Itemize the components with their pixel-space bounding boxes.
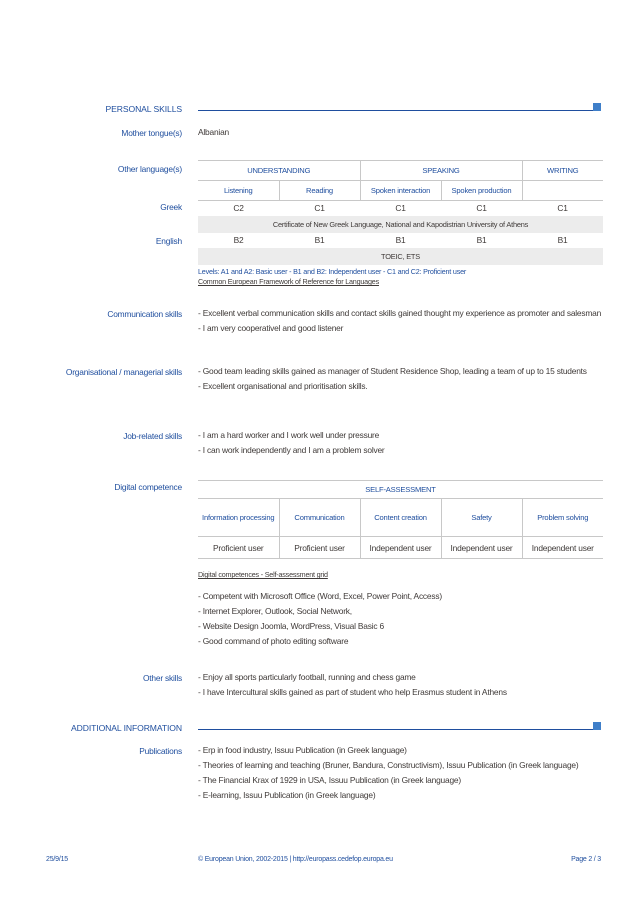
list-item: - I am a hard worker and I work well under pressure xyxy=(198,430,380,440)
digital-level: Proficient user xyxy=(279,537,360,559)
list-item: - Good team leading skills gained as manager of Student Residence Shop, leading a team of up to 15 students xyxy=(198,366,587,376)
mother-tongue-label: Mother tongue(s) xyxy=(121,128,182,138)
certificate-english: TOEIC, ETS xyxy=(198,248,603,265)
list-item: - E-learning, Issuu Publication (in Greek language) xyxy=(198,790,376,800)
level-cell: B1 xyxy=(395,235,406,245)
level-cell: C1 xyxy=(476,203,487,214)
section-title-additional-information: ADDITIONAL INFORMATION xyxy=(71,723,182,733)
language-name-english: English xyxy=(155,236,182,246)
digital-level: Proficient user xyxy=(198,537,279,559)
level-cell: C1 xyxy=(557,203,568,214)
subheader-listening: Listening xyxy=(198,181,279,201)
self-assessment-header: SELF-ASSESSMENT xyxy=(198,481,603,499)
publications-label: Publications xyxy=(139,746,182,756)
language-row-greek xyxy=(198,201,603,216)
list-item: - I am very cooperativel and good listener xyxy=(198,323,344,333)
list-item: - Enjoy all sports particularly football, running and chess game xyxy=(198,672,416,682)
section-divider-line xyxy=(198,110,594,111)
level-cell: C2 xyxy=(233,203,244,214)
digital-category: Information processing xyxy=(198,499,279,537)
digital-category: Communication xyxy=(279,499,360,537)
subheader-spoken-interaction: Spoken interaction xyxy=(360,181,441,201)
list-item: - Competent with Microsoft Office (Word, Excel, Power Point, Access) xyxy=(198,591,442,601)
list-item: - Good command of photo editing software xyxy=(198,636,349,646)
level-cell: B2 xyxy=(233,235,244,245)
other-skills-text xyxy=(198,672,603,702)
organisational-skills-text xyxy=(198,366,603,396)
digital-grid-link[interactable]: Digital competences - Self-assessment grid xyxy=(198,570,328,579)
organisational-skills-label: Organisational / managerial skills xyxy=(65,367,182,377)
footer-copyright[interactable]: © European Union, 2002-2015 | http://europass.cedefop.europa.eu xyxy=(198,856,393,863)
communication-skills-text xyxy=(198,308,603,338)
job-related-skills-label: Job-related skills xyxy=(123,431,182,441)
digital-level: Independent user xyxy=(360,537,441,559)
cefr-link[interactable]: Common European Framework of Reference for Languages xyxy=(198,277,379,286)
header-speaking: SPEAKING xyxy=(360,161,522,181)
levels-note xyxy=(198,267,466,287)
list-item: - Excellent verbal communication skills and contact skills gained thought my experience as promoter and salesman xyxy=(198,308,602,318)
digital-category: Safety xyxy=(441,499,522,537)
publications-text xyxy=(198,745,603,805)
digital-competence-text xyxy=(198,591,603,651)
list-item: - Erp in food industry, Issuu Publication (in Greek language) xyxy=(198,745,407,755)
job-related-skills-text xyxy=(198,430,603,460)
other-skills-label: Other skills xyxy=(142,673,182,683)
list-item: - I have Intercultural skills gained as part of student who help Erasmus student in Athens xyxy=(198,687,507,697)
header-understanding: UNDERSTANDING xyxy=(198,161,360,181)
section-square-marker xyxy=(593,103,601,111)
digital-competence-table xyxy=(198,480,603,559)
list-item: - I can work independently and I am a problem solver xyxy=(198,445,385,455)
header-writing: WRITING xyxy=(522,161,603,181)
mother-tongue-value: Albanian xyxy=(198,127,229,137)
level-cell: C1 xyxy=(314,203,325,214)
section-square-marker xyxy=(593,722,601,730)
list-item: - Excellent organisational and prioritisation skills. xyxy=(198,381,368,391)
digital-level: Independent user xyxy=(441,537,522,559)
digital-level: Independent user xyxy=(522,537,603,559)
other-languages-label: Other language(s) xyxy=(117,164,182,174)
digital-competence-label: Digital competence xyxy=(114,482,182,492)
section-title-personal-skills: PERSONAL SKILLS xyxy=(105,104,182,114)
language-row-english xyxy=(198,233,603,248)
level-cell: B1 xyxy=(314,235,325,245)
subheader-spoken-production: Spoken production xyxy=(441,181,522,201)
language-name-greek: Greek xyxy=(160,202,182,212)
list-item: - Internet Explorer, Outlook, Social Network, xyxy=(198,606,352,616)
subheader-reading: Reading xyxy=(279,181,360,201)
footer-date: 25/9/15 xyxy=(46,856,68,863)
certificate-greek: Certificate of New Greek Language, National and Kapodistrian University of Athens xyxy=(198,216,603,233)
digital-category: Problem solving xyxy=(522,499,603,537)
communication-skills-label: Communication skills xyxy=(107,309,182,319)
list-item: - Theories of learning and teaching (Bruner, Bandura, Constructivism), Issuu Publication (in Greek language) xyxy=(198,760,579,770)
list-item: - The Financial Krax of 1929 in USA, Issuu Publication (in Greek language) xyxy=(198,775,461,785)
levels-legend: Levels: A1 and A2: Basic user - B1 and B2: Independent user - C1 and C2: Proficient user xyxy=(198,267,467,276)
level-cell: B1 xyxy=(557,235,568,245)
subheader-writing-blank xyxy=(522,181,603,201)
level-cell: B1 xyxy=(476,235,487,245)
section-divider-line xyxy=(198,729,594,730)
list-item: - Website Design Joomla, WordPress, Visual Basic 6 xyxy=(198,621,384,631)
level-cell: C1 xyxy=(395,203,406,214)
digital-category: Content creation xyxy=(360,499,441,537)
language-table xyxy=(198,160,603,265)
footer-page-number: Page 2 / 3 xyxy=(571,856,601,863)
